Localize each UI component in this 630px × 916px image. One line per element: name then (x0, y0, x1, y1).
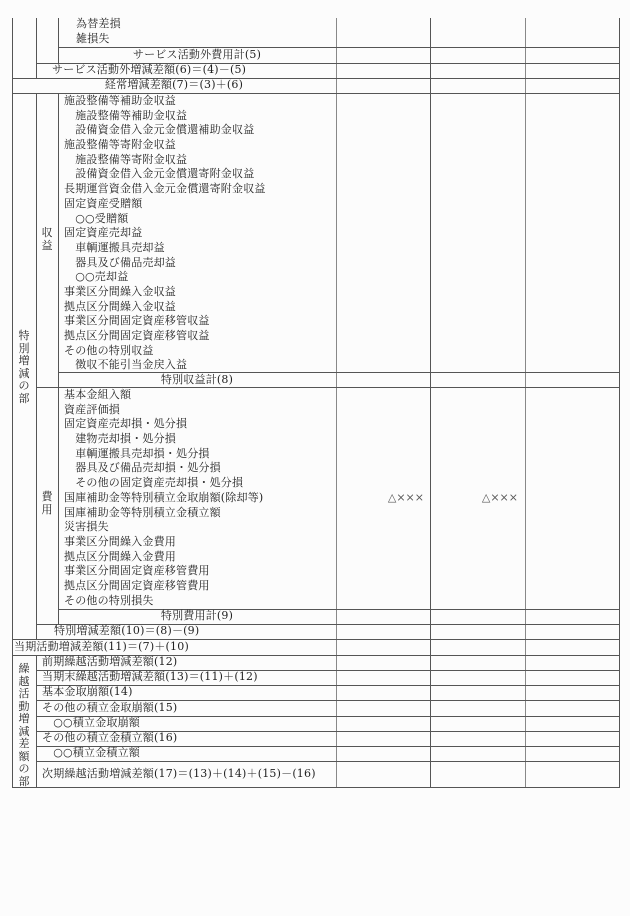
carryover-row: その他の積立金取崩額(15) (42, 701, 178, 714)
carryover-row: 基本金取崩額(14) (42, 685, 133, 698)
carryover-row: 次期繰越活動増減差額(17)＝(13)＋(14)＋(15)－(16) (42, 767, 316, 780)
list-item: その他の特別収益 (64, 343, 154, 357)
expense-label: 費用 (41, 490, 53, 516)
subtotal-label: サービス活動外費用計(5) (132, 48, 262, 61)
border-bottom (12, 787, 620, 788)
carryover-row: 前期繰越活動増減差額(12) (42, 655, 178, 668)
carryover-row: 当期末繰越活動増減差額(13)＝(11)＋(12) (42, 670, 258, 683)
current-diff-label: 当期活動増減差額(11)＝(7)＋(10) (14, 640, 189, 653)
divider (36, 93, 37, 640)
list-item: 固定資産売却益 (64, 226, 143, 240)
list-item: 固定資産受贈額 (64, 196, 143, 210)
carryover-row: ○○積立金積立額 (42, 746, 140, 759)
ordinary-diff-label: 経常増減差額(7)＝(3)＋(6) (104, 78, 244, 91)
col-divider (525, 18, 526, 788)
list-item: 器具及び備品売却損・処分損 (64, 461, 221, 475)
list-item: 国庫補助金等特別積立金積立額 (64, 505, 221, 519)
list-item: 事業区分間繰入金収益 (64, 284, 176, 298)
list-item: 拠点区分間固定資産移管収益 (64, 329, 210, 342)
list-item: 事業区分間固定資産移管収益 (64, 314, 210, 328)
list-item: 基本金組入額 (64, 388, 132, 401)
carryover-row: その他の積立金積立額(16) (42, 731, 178, 744)
list-item: 固定資産売却損・処分損 (64, 417, 188, 431)
list-item: 徴収不能引当金戻入益 (64, 358, 188, 372)
item-label: 雑損失 (76, 32, 110, 45)
list-item: 設備資金借入金元金償還寄附金収益 (64, 167, 255, 181)
item-label: 為替差損 (76, 17, 121, 30)
list-item: 拠点区分間固定資産移管費用 (64, 578, 210, 592)
expense-list (64, 388, 263, 608)
special-diff-label: 特別増減差額(10)＝(8)－(9) (54, 624, 200, 637)
list-item: 車輌運搬具売却損・処分損 (64, 446, 210, 460)
list-item: 災害損失 (64, 520, 109, 534)
income-label: 収益 (41, 226, 53, 252)
list-item: 拠点区分間繰入金収益 (64, 299, 176, 313)
list-item: 建物売却損・処分損 (64, 432, 176, 446)
amount-cell: △××× (481, 491, 518, 504)
col-divider (336, 18, 337, 788)
list-item: 国庫補助金等特別積立金取崩額(除却等) (64, 490, 264, 504)
diff-label: サービス活動外増減差額(6)＝(4)－(5) (52, 63, 247, 76)
list-item: 設備資金借入金元金償還補助金収益 (64, 123, 255, 137)
list-item: 車輌運搬具売却益 (64, 240, 165, 254)
divider (36, 655, 37, 788)
divider (58, 93, 59, 624)
income-total-label: 特別収益計(8) (160, 373, 234, 386)
list-item: 事業区分間固定資産移管費用 (64, 564, 210, 578)
list-item: 資産評価損 (64, 402, 120, 416)
carryover-row: ○○積立金取崩額 (42, 716, 140, 729)
list-item: 施設整備等補助金収益 (64, 108, 188, 122)
list-item: ○○売却益 (64, 270, 129, 284)
list-item: 器具及び備品売却益 (64, 255, 176, 269)
row-line (36, 761, 620, 762)
list-item: 施設整備等補助金収益 (64, 94, 176, 107)
section-label-special: 特別増減の部 (18, 329, 30, 405)
divider (36, 18, 37, 78)
border-left (12, 18, 13, 788)
income-list (64, 94, 266, 373)
list-item: 施設整備等寄附金収益 (64, 138, 176, 152)
list-item: ○○受贈額 (64, 211, 129, 225)
list-item: 施設整備等寄附金収益 (64, 152, 188, 166)
list-item: その他の特別損失 (64, 593, 154, 607)
expense-total-label: 特別費用計(9) (160, 609, 234, 622)
section-label-carryover: 繰越活動増減差額の部 (18, 662, 30, 788)
border-right (619, 18, 620, 788)
list-item: 長期運営資金借入金元金償還寄附金収益 (64, 182, 266, 196)
col-divider (430, 18, 431, 788)
list-item: その他の固定資産売却損・処分損 (64, 476, 244, 490)
amount-cell: △××× (387, 491, 424, 504)
list-item: 拠点区分間繰入金費用 (64, 549, 176, 563)
list-item: 事業区分間繰入金費用 (64, 534, 176, 548)
